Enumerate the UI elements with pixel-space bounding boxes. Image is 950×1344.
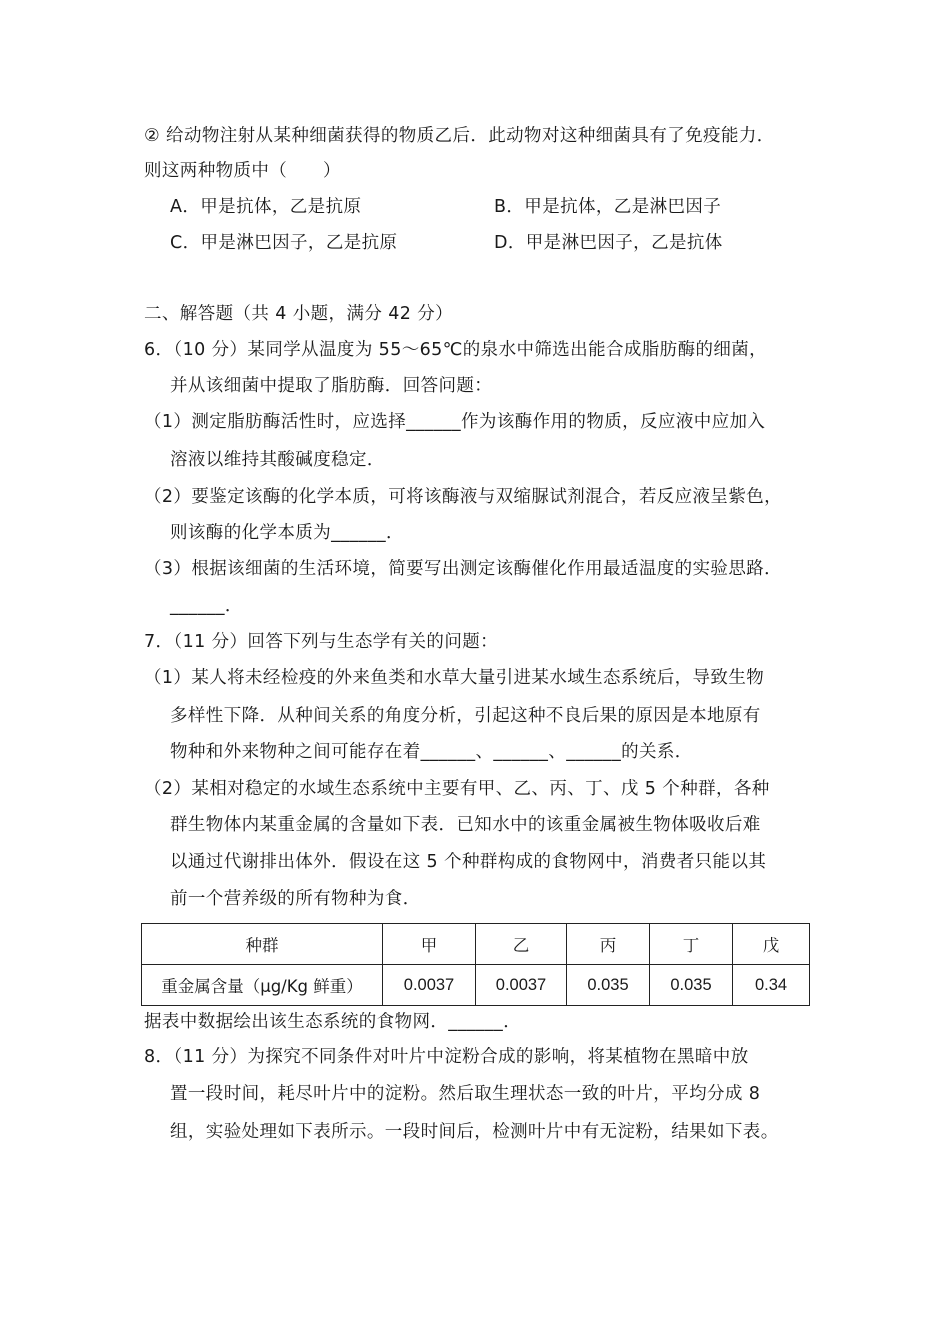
q6-stem-line2: 并从该细菌中提取了脂肪酶．回答问题： bbox=[170, 376, 493, 396]
q8-stem-line1: 8．（11 分）为探究不同条件对叶片中淀粉合成的影响，将某植物在黑暗中放 bbox=[144, 1047, 749, 1067]
table-col-bing: 丙 bbox=[567, 924, 650, 965]
q5-statement-2: ② 给动物注射从某种细菌获得的物质乙后．此动物对这种细菌具有了免疫能力． bbox=[144, 126, 775, 146]
q5-option-a: A．甲是抗体，乙是抗原 bbox=[170, 197, 362, 217]
q7-part2-line2: 群生物体内某重金属的含量如下表．已知水中的该重金属被生物体吸收后难 bbox=[170, 815, 761, 835]
section-heading: 二、解答题（共 4 小题，满分 42 分） bbox=[144, 304, 454, 324]
table-row-label: 重金属含量（μg/Kg 鲜重） bbox=[142, 965, 383, 1006]
table-header-row bbox=[142, 924, 810, 965]
q5-option-c: C．甲是淋巴因子，乙是抗原 bbox=[170, 233, 398, 253]
table-col-ding: 丁 bbox=[650, 924, 733, 965]
q8-stem-line3: 组，实验处理如下表所示。一段时间后，检测叶片中有无淀粉，结果如下表。 bbox=[170, 1122, 779, 1142]
q7-part2-line4: 前一个营养级的所有物种为食． bbox=[170, 889, 421, 909]
q7-stem: 7．（11 分）回答下列与生态学有关的问题： bbox=[144, 632, 499, 652]
table-cell: 0.0037 bbox=[476, 965, 567, 1006]
q6-part3-line2: ______． bbox=[170, 596, 243, 616]
table-cell: 0.035 bbox=[567, 965, 650, 1006]
q7-part1-line2: 多样性下降．从种间关系的角度分析，引起这种不良后果的原因是本地原有 bbox=[170, 706, 761, 726]
q7-part2-line1: （2）某相对稳定的水域生态系统中主要有甲、乙、丙、丁、戊 5 个种群，各种 bbox=[144, 779, 770, 799]
q8-stem-line2: 置一段时间，耗尽叶片中的淀粉。然后取生理状态一致的叶片，平均分成 8 bbox=[170, 1084, 761, 1104]
q6-part2-line2: 则该酶的化学本质为______． bbox=[170, 523, 404, 543]
q6-part1-line2: 溶液以维持其酸碱度稳定． bbox=[170, 450, 385, 470]
q5-option-b: B．甲是抗体，乙是淋巴因子 bbox=[494, 197, 722, 217]
q5-option-d: D．甲是淋巴因子，乙是抗体 bbox=[494, 233, 723, 253]
table-cell: 0.035 bbox=[650, 965, 733, 1006]
q7-after-table: 据表中数据绘出该生态系统的食物网．______． bbox=[144, 1012, 522, 1032]
q5-stem: 则这两种物质中（ ） bbox=[144, 161, 341, 181]
table-col-wu: 戊 bbox=[733, 924, 810, 965]
q6-part3-line1: （3）根据该细菌的生活环境，简要写出测定该酶催化作用最适温度的实验思路． bbox=[144, 559, 783, 579]
q6-stem-line1: 6．（10 分）某同学从温度为 55～65℃的泉水中筛选出能合成脂肪酶的细菌， bbox=[144, 340, 768, 360]
table-cell: 0.0037 bbox=[383, 965, 476, 1006]
table-cell: 0.34 bbox=[733, 965, 810, 1006]
table-header-label: 种群 bbox=[142, 924, 383, 965]
q6-part2-line1: （2）要鉴定该酶的化学本质，可将该酶液与双缩脲试剂混合，若反应液呈紫色， bbox=[144, 487, 783, 507]
table-row bbox=[142, 965, 810, 1006]
q7-part1-line3: 物种和外来物种之间可能存在着______、______、______的关系． bbox=[170, 742, 693, 762]
q7-part2-line3: 以通过代谢排出体外．假设在这 5 个种群构成的食物网中，消费者只能以其 bbox=[170, 852, 767, 872]
table-col-jia: 甲 bbox=[383, 924, 476, 965]
q6-part1-line1: （1）测定脂肪酶活性时，应选择______作为该酶作用的物质，反应液中应加入 bbox=[144, 412, 766, 432]
table-col-yi: 乙 bbox=[476, 924, 567, 965]
q7-part1-line1: （1）某人将未经检疫的外来鱼类和水草大量引进某水域生态系统后，导致生物 bbox=[144, 668, 765, 688]
heavy-metal-table bbox=[141, 923, 810, 1006]
